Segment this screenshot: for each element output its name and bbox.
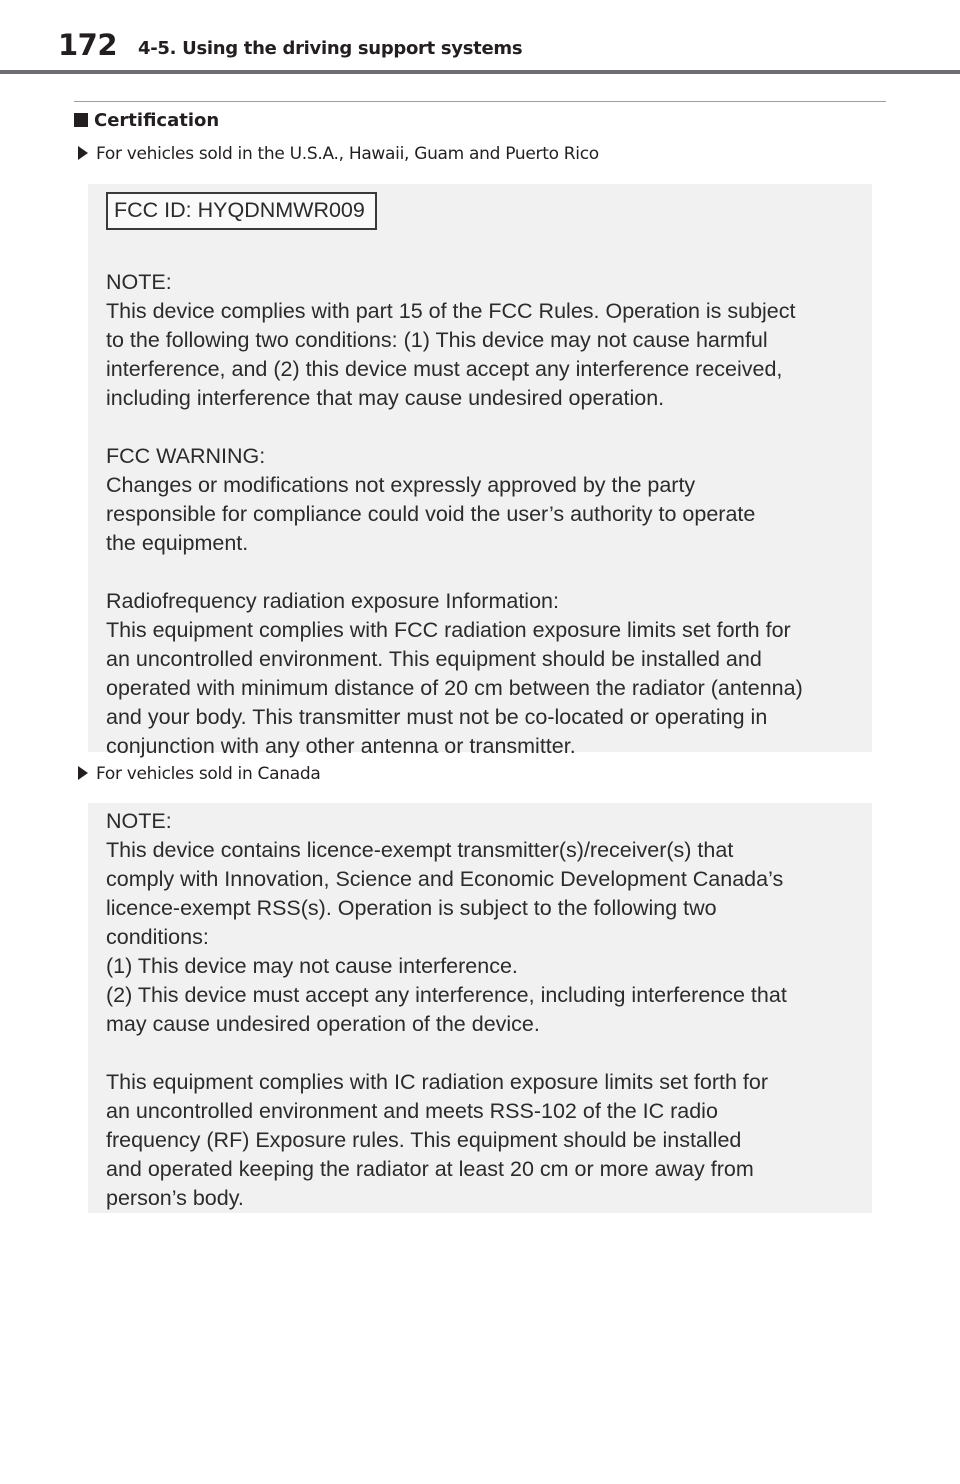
chapter-title: 4-5. Using the driving support systems: [138, 38, 523, 59]
fcc-warning: FCC WARNING: Changes or modifications not expressly approved by the party responsible for compliance could void the user’s authority to operate the equipment.: [106, 444, 756, 555]
fcc-id-box: FCC ID: HYQDNMWR009: [106, 192, 377, 230]
section-title: Certification: [94, 110, 220, 131]
triangle-bullet-icon: [78, 146, 88, 160]
header-divider: [0, 70, 960, 74]
section-divider: [74, 101, 886, 102]
canada-bullet-text: For vehicles sold in Canada: [96, 764, 321, 784]
triangle-bullet-icon: [78, 766, 88, 780]
canada-bullet: [78, 764, 320, 784]
usa-label-panel: [88, 184, 872, 758]
page-number: 172: [58, 28, 118, 62]
canada-label-panel: [88, 803, 872, 1213]
ic-note: NOTE: This device contains licence-exempt transmitter(s)/receiver(s) that comply with Innovation, Science and Economic Development Canada’s licence-exempt RSS(s). Operation is subject to the following two conditions: (1) This device may not cause interference. (2) This device must accept any interference, including interference that may cause undesired operation of the device.: [106, 809, 787, 1036]
square-bullet-icon: [74, 113, 88, 127]
ic-radiation-info: This equipment complies with IC radiation exposure limits set forth for an uncontrolled environment and meets RSS-102 of the IC radio frequency (RF) Exposure rules. This equipment should be installed and operated keeping the radiator at least 20 cm or more away from person’s body.: [106, 1070, 768, 1210]
section-heading: [74, 110, 219, 131]
page-header: [0, 0, 960, 80]
fcc-radiation-info: Radiofrequency radiation exposure Information: This equipment complies with FCC radiation exposure limits set forth for an uncontrolled environment. This equipment should be installed and operated with minimum distance of 20 cm between the radiator (antenna) and your body. This transmitter must not be co-located or operating in conjunction with any other antenna or transmitter.: [106, 589, 803, 758]
fcc-note: NOTE: This device complies with part 15 of the FCC Rules. Operation is subject to the following two conditions: (1) This device may not cause harmful interference, and (2) this device must accept any interference received, including interference that may cause undesired operation.: [106, 270, 796, 410]
usa-bullet-text: For vehicles sold in the U.S.A., Hawaii, Guam and Puerto Rico: [96, 144, 599, 164]
usa-bullet: [78, 144, 599, 164]
